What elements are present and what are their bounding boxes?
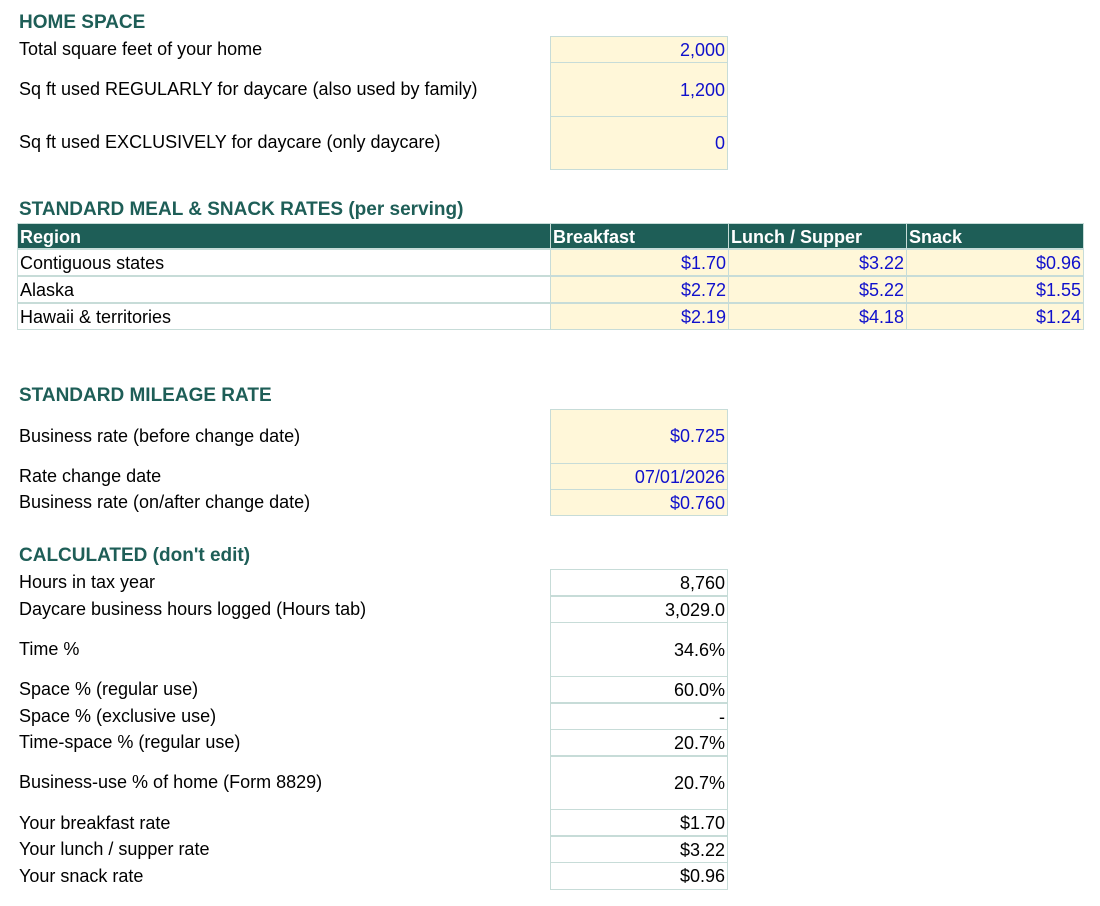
change-date-label: Rate change date [19,466,162,486]
hours-in-year-value: 8,760 [550,569,728,596]
change-date-input[interactable]: 07/01/2026 [550,463,728,490]
lunch-rate-value: $3.22 [550,836,728,863]
rate-before-input[interactable]: $0.725 [550,409,728,464]
total-sqft-label: Total square feet of your home [19,39,263,59]
snack-rate-hawaii[interactable]: $1.24 [906,303,1084,330]
meal-rates-heading: STANDARD MEAL & SNACK RATES (per serving) [19,199,464,220]
regular-sqft-label: Sq ft used REGULARLY for daycare (also used by family) [19,79,478,99]
mileage-heading: STANDARD MILEAGE RATE [19,385,272,406]
breakfast-rate-contiguous[interactable]: $1.70 [550,249,729,276]
lunch-rate-contiguous[interactable]: $3.22 [728,249,907,276]
business-hours-value: 3,029.0 [550,596,728,623]
header-snack: Snack [906,223,1084,249]
region-contiguous: Contiguous states [17,249,551,276]
time-space-value: 20.7% [550,729,728,756]
lunch-rate-alaska[interactable]: $5.22 [728,276,907,303]
hours-in-year-label: Hours in tax year [19,572,156,592]
breakfast-rate-label: Your breakfast rate [19,813,171,833]
breakfast-rate-hawaii[interactable]: $2.19 [550,303,729,330]
region-hawaii: Hawaii & territories [17,303,551,330]
snack-rate-label: Your snack rate [19,866,144,886]
snack-rate-alaska[interactable]: $1.55 [906,276,1084,303]
snack-rate-value: $0.96 [550,862,728,890]
business-use-value: 20.7% [550,756,728,810]
time-space-label: Time-space % (regular use) [19,732,241,752]
total-sqft-input[interactable]: 2,000 [550,36,728,63]
header-breakfast: Breakfast [550,223,729,249]
rate-before-label: Business rate (before change date) [19,426,301,446]
space-exclusive-value: - [550,703,728,730]
exclusive-sqft-input[interactable]: 0 [550,116,728,170]
breakfast-rate-alaska[interactable]: $2.72 [550,276,729,303]
lunch-rate-label: Your lunch / supper rate [19,839,210,859]
time-percent-value: 34.6% [550,622,728,677]
home-space-heading: HOME SPACE [19,12,146,33]
business-use-label: Business-use % of home (Form 8829) [19,772,323,792]
header-lunch-supper: Lunch / Supper [728,223,907,249]
header-region: Region [17,223,551,249]
snack-rate-contiguous[interactable]: $0.96 [906,249,1084,276]
calculated-heading: CALCULATED (don't edit) [19,545,251,566]
space-regular-label: Space % (regular use) [19,679,199,699]
space-exclusive-label: Space % (exclusive use) [19,706,217,726]
exclusive-sqft-label: Sq ft used EXCLUSIVELY for daycare (only daycare) [19,132,441,152]
regular-sqft-input[interactable]: 1,200 [550,62,728,117]
rate-after-label: Business rate (on/after change date) [19,492,311,512]
breakfast-rate-value: $1.70 [550,809,728,836]
region-alaska: Alaska [17,276,551,303]
time-percent-label: Time % [19,639,80,659]
business-hours-label: Daycare business hours logged (Hours tab) [19,599,367,619]
rate-after-input[interactable]: $0.760 [550,489,728,516]
lunch-rate-hawaii[interactable]: $4.18 [728,303,907,330]
space-regular-value: 60.0% [550,676,728,703]
